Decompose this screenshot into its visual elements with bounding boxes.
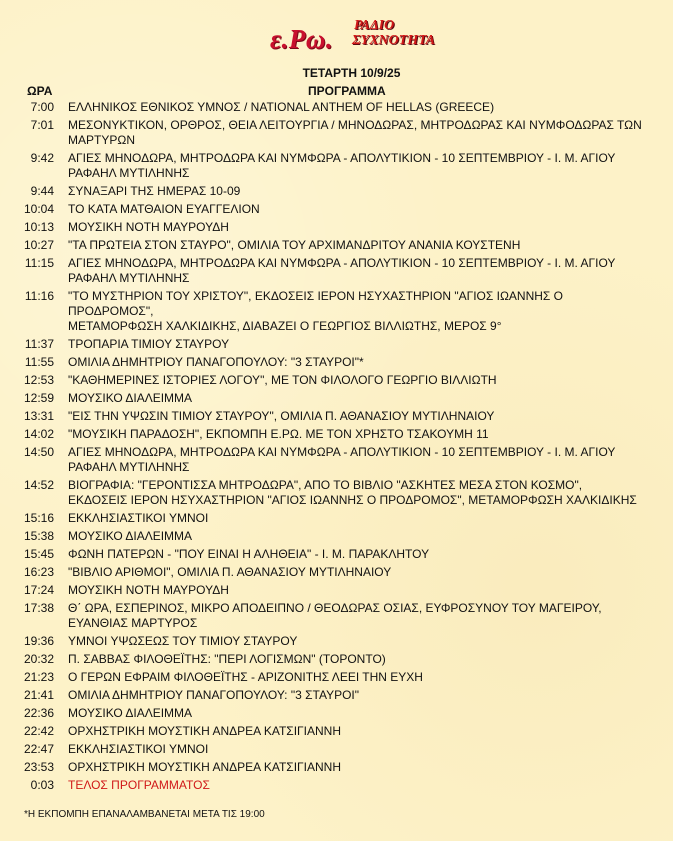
logo-line-radio: ΡΑΔΙΟ [354,18,395,33]
schedule-row [0,220,673,235]
program-line: ΜΟΥΣΙΚΗ ΝΟΤΗ ΜΑΥΡΟΥΔΗ [68,583,229,597]
station-logo-text [354,18,435,48]
schedule-time: 0:03 [30,778,54,792]
schedule-program [68,565,643,580]
program-line: ΕΚΚΛΗΣΙΑΣΤΙΚΟΙ ΥΜΝΟΙ [68,742,209,756]
schedule-row [0,652,673,667]
schedule-program [68,652,643,667]
schedule-program [68,337,643,352]
schedule-row [0,478,673,508]
schedule-row [0,289,673,334]
schedule-row [0,337,673,352]
schedule-program [68,511,643,526]
schedule-program [68,529,643,544]
program-line: ΟΜΙΛΙΑ ΔΗΜΗΤΡΙΟΥ ΠΑΝΑΓΟΠΟΥΛΟΥ: "3 ΣΤΑΥΡΟΙ" [68,688,360,702]
schedule-time: 22:42 [23,724,54,738]
program-line: ΜΕΣΟΝΥΚΤΙΚΟΝ, ΟΡΘΡΟΣ, ΘΕΙΑ ΛΕΙΤΟΥΡΓΙΑ / ΜΗΝΟΔΩΡΑΣ, ΜΗΤΡΟΔΩΡΑΣ ΚΑΙ ΝΥΜΦΟΔΩΡΑΣ ΤΩΝ [68,118,642,132]
schedule-row [0,601,673,631]
schedule-time: 9:42 [30,151,54,165]
program-line: ΜΟΥΣΙΚΟ ΔΙΑΛΕΙΜΜΑ [68,706,193,720]
program-line: ΤΟ ΚΑΤΑ ΜΑΤΘΑΙΟΝ ΕΥΑΓΓΕΛΙΟΝ [68,202,260,216]
schedule-time: 11:16 [24,289,54,303]
program-line: ΑΓΙΕΣ ΜΗΝΟΔΩΡΑ, ΜΗΤΡΟΔΩΡΑ ΚΑΙ ΝΥΜΦΩΡΑ - ΑΠΟΛΥΤΙΚΙΟΝ - 10 ΣΕΠΤΕΜΒΡΙΟΥ - Ι. Μ. ΑΓΙΟΥ [68,151,616,165]
schedule-time: 15:16 [23,511,54,525]
schedule-time: 10:04 [23,202,54,216]
schedule-time: 12:53 [23,373,54,387]
schedule-program [68,688,643,703]
program-line: "ΕΙΣ ΤΗΝ ΥΨΩΣΙΝ ΤΙΜΙΟΥ ΣΤΑΥΡΟΥ", ΟΜΙΛΙΑ Π. ΑΘΑΝΑΣΙΟΥ ΜΥΤΙΛΗΝΑΙΟΥ [68,409,495,423]
schedule-list [0,100,673,796]
schedule-row [0,724,673,739]
program-line: ΟΜΙΛΙΑ ΔΗΜΗΤΡΙΟΥ ΠΑΝΑΓΟΠΟΥΛΟΥ: "3 ΣΤΑΥΡΟΙ"* [68,355,364,369]
schedule-program [68,238,643,253]
schedule-program [68,601,643,631]
program-line: "ΤΑ ΠΡΩΤΕΙΑ ΣΤΟΝ ΣΤΑΥΡΟ", ΟΜΙΛΙΑ ΤΟΥ ΑΡΧΙΜΑΝΔΡΙΤΟΥ ΑΝΑΝΙΑ ΚΟΥΣΤΕΝΗ [68,238,521,252]
schedule-row [0,529,673,544]
program-line: "ΒΙΒΛΙΟ ΑΡΙΘΜΟΙ", ΟΜΙΛΙΑ Π. ΑΘΑΝΑΣΙΟΥ ΜΥΤΙΛΗΝΑΙΟΥ [68,565,392,579]
schedule-program [68,778,643,793]
program-line: ΣΥΝΑΞΑΡΙ ΤΗΣ ΗΜΕΡΑΣ 10-09 [68,184,241,198]
schedule-program [68,547,643,562]
schedule-time: 12:59 [23,391,54,405]
schedule-row [0,565,673,580]
program-line: ΑΓΙΕΣ ΜΗΝΟΔΩΡΑ, ΜΗΤΡΟΔΩΡΑ ΚΑΙ ΝΥΜΦΩΡΑ - ΑΠΟΛΥΤΙΚΙΟΝ - 10 ΣΕΠΤΕΜΒΡΙΟΥ - Ι. Μ. ΑΓΙΟΥ [68,445,616,459]
schedule-row [0,118,673,148]
schedule-program [68,202,643,217]
program-column-header: ΠΡΟΓΡΑΜΜΑ [308,84,386,98]
schedule-program [68,583,643,598]
schedule-time: 14:02 [23,427,54,441]
schedule-row [0,409,673,424]
schedule-row [0,427,673,442]
schedule-program [68,151,643,181]
schedule-time: 9:44 [30,184,54,198]
schedule-time: 20:32 [23,652,54,666]
schedule-row [0,100,673,115]
schedule-time: 15:45 [23,547,54,561]
program-line: ΤΕΛΟΣ ΠΡΟΓΡΑΜΜΑΤΟΣ [68,778,210,792]
schedule-row [0,634,673,649]
schedule-program [68,184,643,199]
schedule-row [0,742,673,757]
schedule-program [68,760,643,775]
schedule-time: 21:41 [23,688,54,702]
schedule-program [68,478,643,508]
schedule-row [0,391,673,406]
program-line: ΕΚΔΟΣΕΙΣ ΙΕΡΟΝ ΗΣΥΧΑΣΤΗΡΙΟΝ "ΑΓΙΟΣ ΙΩΑΝΝΗΣ Ο ΠΡΟΔΡΟΜΟΣ", ΜΕΤΑΜΟΡΦΩΣΗ ΧΑΛΚΙΔΙΚΗΣ [68,493,637,507]
schedule-time: 14:52 [23,478,54,492]
schedule-program [68,220,643,235]
schedule-row [0,760,673,775]
schedule-time: 14:50 [23,445,54,459]
program-line: Θ΄ ΩΡΑ, ΕΣΠΕΡΙΝΟΣ, ΜΙΚΡΟ ΑΠΟΔΕΙΠΝΟ / ΘΕΟΔΩΡΑΣ ΟΣΙΑΣ, ΕΥΦΡΟΣΥΝΟΥ ΤΟΥ ΜΑΓΕΙΡΟΥ, [68,601,602,615]
schedule-program [68,100,643,115]
program-line: ΜΟΥΣΙΚΟ ΔΙΑΛΕΙΜΜΑ [68,391,193,405]
program-line: "ΚΑΘΗΜΕΡΙΝΕΣ ΙΣΤΟΡΙΕΣ ΛΟΓΟΥ", ΜΕ ΤΟΝ ΦΙΛΟΛΟΓΟ ΓΕΩΡΓΙΟ ΒΙΛΛΙΩΤΗ [68,373,497,387]
schedule-time: 10:13 [23,220,54,234]
schedule-program [68,742,643,757]
program-line: ΜΕΤΑΜΟΡΦΩΣΗ ΧΑΛΚΙΔΙΚΗΣ, ΔΙΑΒΑΖΕΙ Ο ΓΕΩΡΓΙΟΣ ΒΙΛΛΙΩΤΗΣ, ΜΕΡΟΣ 9° [68,319,502,333]
program-line: ΕΛΛΗΝΙΚΟΣ ΕΘΝΙΚΟΣ ΥΜΝΟΣ / NATIONAL ANTHEM OF HELLAS (GREECE) [68,100,495,114]
program-line: ΜΟΥΣΙΚΗ ΝΟΤΗ ΜΑΥΡΟΥΔΗ [68,220,229,234]
schedule-row [0,184,673,199]
program-line: ΤΡΟΠΑΡΙΑ ΤΙΜΙΟΥ ΣΤΑΥΡΟΥ [68,337,230,351]
program-line: ΜΟΥΣΙΚΟ ΔΙΑΛΕΙΜΜΑ [68,529,193,543]
schedule-program [68,391,643,406]
program-line: ΟΡΧΗΣΤΡΙΚΗ ΜΟΥΣΤΙΚΗ ΑΝΔΡΕΑ ΚΑΤΣΙΓΙΑΝΝΗ [68,724,341,738]
program-line: ΕΚΚΛΗΣΙΑΣΤΙΚΟΙ ΥΜΝΟΙ [68,511,209,525]
schedule-row [0,547,673,562]
schedule-program [68,445,643,475]
schedule-row [0,355,673,370]
schedule-time: 23:53 [23,760,54,774]
schedule-program [68,724,643,739]
time-column-header: ΩΡΑ [27,84,53,98]
schedule-time: 22:47 [23,742,54,756]
program-line: Π. ΣΑΒΒΑΣ ΦΙΛΟΘΕΪΤΗΣ: "ΠΕΡΙ ΛΟΓΙΣΜΩΝ" (ΤΟΡΟΝΤΟ) [68,652,386,666]
schedule-time: 11:37 [24,337,54,351]
schedule-time: 21:23 [23,670,54,684]
schedule-row [0,238,673,253]
schedule-time: 10:27 [23,238,54,252]
schedule-time: 16:23 [23,565,54,579]
program-line: ΒΙΟΓΡΑΦΙΑ: "ΓΕΡΟΝΤΙΣΣΑ ΜΗΤΡΟΔΩΡΑ", ΑΠΟ ΤΟ ΒΙΒΛΙΟ "ΑΣΚΗΤΕΣ ΜΕΣΑ ΣΤΟΝ ΚΟΣΜΟ", [68,478,583,492]
schedule-row [0,583,673,598]
schedule-program [68,373,643,388]
program-line: ΥΜΝΟΙ ΥΨΩΣΕΩΣ ΤΟΥ ΤΙΜΙΟΥ ΣΤΑΥΡΟΥ [68,634,298,648]
schedule-time: 7:01 [30,118,54,132]
schedule-program [68,118,643,148]
repeat-footnote: *Η ΕΚΠΟΜΠΗ ΕΠΑΝΑΛΑΜΒΑΝΕΤΑΙ ΜΕΤΑ ΤΙΣ 19:00 [24,809,265,820]
schedule-row [0,670,673,685]
schedule-time: 7:00 [30,100,54,114]
program-line: ΡΑΦΑΗΛ ΜΥΤΙΛΗΝΗΣ [68,271,190,285]
schedule-time: 13:31 [23,409,54,423]
schedule-time: 11:55 [24,355,54,369]
schedule-time: 22:36 [23,706,54,720]
schedule-row [0,511,673,526]
program-line: ΦΩΝΗ ΠΑΤΕΡΩΝ - "ΠΟΥ ΕΙΝΑΙ Η ΑΛΗΘΕΙΑ" - Ι. Μ. ΠΑΡΑΚΛΗΤΟΥ [68,547,430,561]
schedule-time: 15:38 [23,529,54,543]
schedule-program [68,670,643,685]
schedule-time: 11:15 [24,256,54,270]
schedule-row [0,778,673,793]
schedule-program [68,409,643,424]
program-line: ΕΥΑΝΘΙΑΣ ΜΑΡΤΥΡΟΣ [68,616,198,630]
program-line: "ΜΟΥΣΙΚΗ ΠΑΡΑΔΟΣΗ", ΕΚΠΟΜΠΗ Ε.ΡΩ. ΜΕ ΤΟΝ ΧΡΗΣΤΟ ΤΣΑΚΟΥΜΗ 11 [68,427,489,441]
schedule-time: 17:24 [23,583,54,597]
schedule-program [68,634,643,649]
program-line: ΡΑΦΑΗΛ ΜΥΤΙΛΗΝΗΣ [68,460,190,474]
program-line: ΑΓΙΕΣ ΜΗΝΟΔΩΡΑ, ΜΗΤΡΟΔΩΡΑ ΚΑΙ ΝΥΜΦΩΡΑ - ΑΠΟΛΥΤΙΚΙΟΝ - 10 ΣΕΠΤΕΜΒΡΙΟΥ - Ι. Μ. ΑΓΙΟΥ [68,256,616,270]
program-line: ΟΡΧΗΣΤΡΙΚΗ ΜΟΥΣΤΙΚΗ ΑΝΔΡΕΑ ΚΑΤΣΙΓΙΑΝΝΗ [68,760,341,774]
logo-line-frequency: ΣΥΧΝΟΤΗΤΑ [352,33,436,48]
schedule-row [0,373,673,388]
schedule-time: 17:38 [23,601,54,615]
schedule-row [0,706,673,721]
schedule-row [0,256,673,286]
schedule-program [68,256,643,286]
schedule-program [68,427,643,442]
schedule-time: 19:36 [23,634,54,648]
header [0,0,673,80]
schedule-row [0,688,673,703]
schedule-program [68,355,643,370]
program-line: "ΤΟ ΜΥΣΤΗΡΙΟΝ ΤΟΥ ΧΡΙΣΤΟΥ", ΕΚΔΟΣΕΙΣ ΙΕΡΟΝ ΗΣΥΧΑΣΤΗΡΙΟΝ "ΑΓΙΟΣ ΙΩΑΝΝΗΣ Ο ΠΡΟΔΡΟΜΟΣ", [68,289,563,318]
schedule-date: ΤΕΤΑΡΤΗ 10/9/25 [302,66,401,80]
program-line: ΡΑΦΑΗΛ ΜΥΤΙΛΗΝΗΣ [68,166,190,180]
schedule-program [68,706,643,721]
schedule-row [0,151,673,181]
program-line: Ο ΓΕΡΩΝ ΕΦΡΑΙΜ ΦΙΛΟΘΕΪΤΗΣ - ΑΡΙΖΟΝΙΤΗΣ ΛΕΕΙ ΤΗΝ ΕΥΧΗ [68,670,423,684]
schedule-row [0,445,673,475]
schedule-row [0,202,673,217]
program-line: ΜΑΡΤΥΡΩΝ [68,133,135,147]
schedule-program [68,289,643,334]
station-logo-mark: ε.Ρω. [270,24,334,54]
